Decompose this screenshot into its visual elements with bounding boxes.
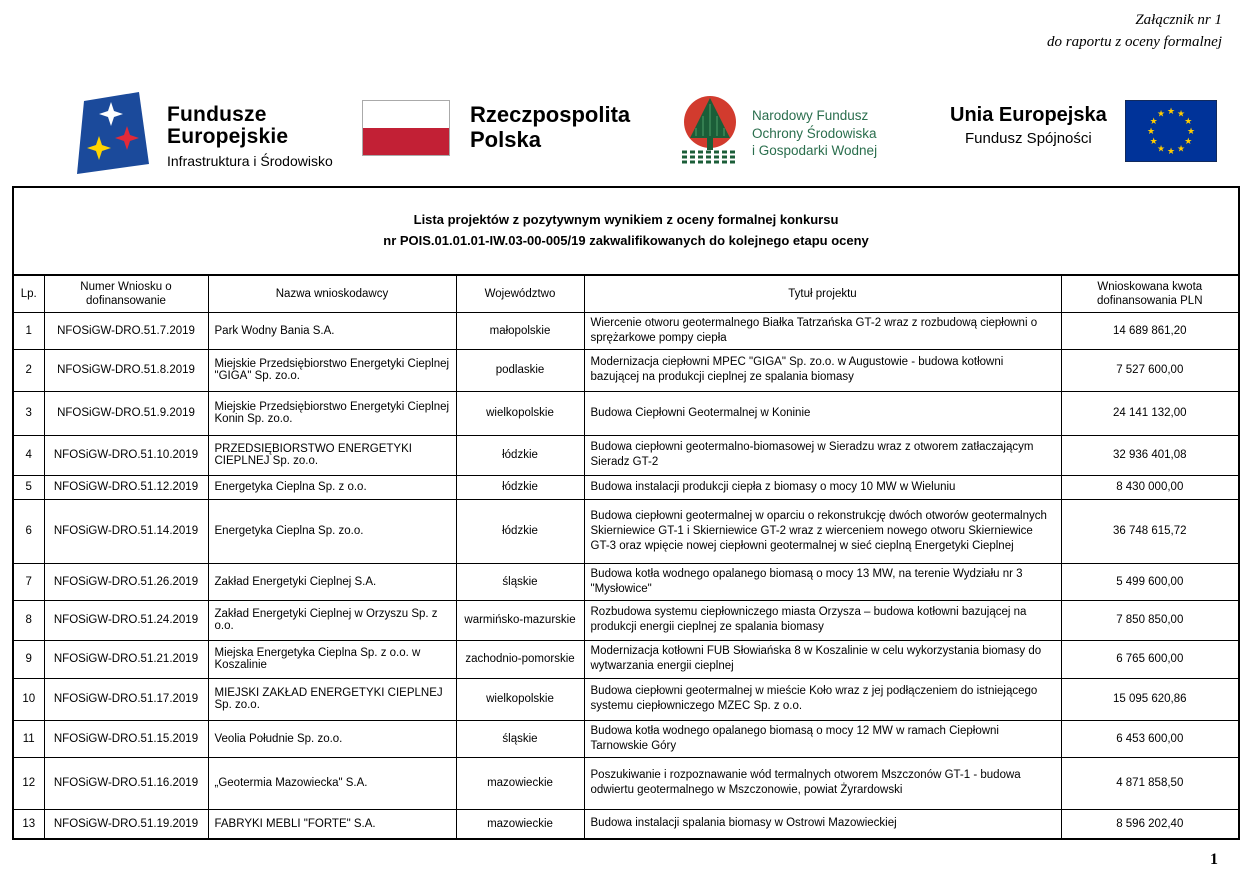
fundusze-europejskie-flag-icon [75, 92, 151, 181]
cell-project-title: Budowa instalacji produkcji ciepła z biomasy o mocy 10 MW w Wieluniu [584, 475, 1061, 499]
svg-text:★: ★ [1186, 127, 1195, 137]
cell-application-number: NFOSiGW-DRO.51.19.2019 [44, 809, 208, 839]
attachment-annotation [1047, 10, 1222, 54]
nfosigw-text [752, 107, 877, 160]
cell-lp: 1 [13, 313, 44, 350]
cell-voivodeship: małopolskie [456, 313, 584, 350]
nfosigw-emblem-icon [678, 94, 742, 173]
table-title-row [13, 187, 1239, 275]
cell-applicant-name: Energetyka Cieplna Sp. zo.o. [208, 499, 456, 563]
svg-text:★: ★ [1183, 117, 1193, 127]
cell-project-title: Modernizacja ciepłowni MPEC "GIGA" Sp. zo.o. w Augustowie - budowa kotłowni bazującej na produkcji cieplnej ze spalania biomasy [584, 349, 1061, 391]
ue-title: Unia Europejska [950, 104, 1107, 126]
table-row [13, 809, 1239, 839]
table-row [13, 499, 1239, 563]
table-row [13, 391, 1239, 435]
cell-voivodeship: śląskie [456, 720, 584, 757]
rzeczpospolita-polska-logo [362, 100, 630, 156]
svg-text:★: ★ [1146, 127, 1155, 137]
cell-lp: 13 [13, 809, 44, 839]
table-title-line2: nr POIS.01.01.01-IW.03-00-005/19 zakwalifikowanych do kolejnego etapu oceny [383, 233, 869, 248]
cell-application-number: NFOSiGW-DRO.51.12.2019 [44, 475, 208, 499]
fe-title-line1: Fundusze [167, 102, 267, 126]
cell-project-title: Budowa kotła wodnego opalanego biomasą o mocy 12 MW w ramach Ciepłowni Tarnowskie Góry [584, 720, 1061, 757]
cell-application-number: NFOSiGW-DRO.51.24.2019 [44, 600, 208, 640]
page-number: 1 [1210, 851, 1218, 868]
nfosigw-line2: Ochrony Środowiska [752, 125, 877, 141]
cell-application-number: NFOSiGW-DRO.51.21.2019 [44, 640, 208, 678]
attachment-annotation-line1: Załącznik nr 1 [1135, 12, 1222, 28]
cell-requested-amount: 4 871 858,50 [1061, 757, 1239, 809]
cell-applicant-name: „Geotermia Mazowiecka" S.A. [208, 757, 456, 809]
unia-europejska-logo [950, 100, 1217, 167]
cell-voivodeship: wielkopolskie [456, 678, 584, 720]
cell-voivodeship: wielkopolskie [456, 391, 584, 435]
svg-text:★: ★ [1166, 107, 1175, 117]
cell-requested-amount: 6 765 600,00 [1061, 640, 1239, 678]
table-row [13, 640, 1239, 678]
cell-project-title: Modernizacja kotłowni FUB Słowiańska 8 w Koszalinie w celu wykorzystania biomasy do wytwarzania energii cieplnej [584, 640, 1061, 678]
table-title [13, 187, 1239, 275]
cell-requested-amount: 5 499 600,00 [1061, 563, 1239, 600]
cell-voivodeship: łódzkie [456, 499, 584, 563]
header-requested-amount: Wnioskowana kwota dofinansowania PLN [1061, 275, 1239, 313]
cell-project-title: Rozbudowa systemu ciepłowniczego miasta Orzysza – budowa kotłowni bazującej na produkcji energii cieplnej ze spalania biomasy [584, 600, 1061, 640]
header-project-title: Tytuł projektu [584, 275, 1061, 313]
cell-applicant-name: Energetyka Cieplna Sp. z o.o. [208, 475, 456, 499]
header-application-number: Numer Wniosku o dofinansowanie [44, 275, 208, 313]
table-row [13, 720, 1239, 757]
cell-lp: 11 [13, 720, 44, 757]
cell-project-title: Budowa Ciepłowni Geotermalnej w Koninie [584, 391, 1061, 435]
table-row [13, 349, 1239, 391]
cell-lp: 10 [13, 678, 44, 720]
cell-requested-amount: 6 453 600,00 [1061, 720, 1239, 757]
pl-text-line1: Rzeczpospolita [470, 102, 631, 128]
cell-lp: 6 [13, 499, 44, 563]
cell-lp: 7 [13, 563, 44, 600]
table-row [13, 563, 1239, 600]
cell-application-number: NFOSiGW-DRO.51.7.2019 [44, 313, 208, 350]
table-row [13, 435, 1239, 475]
cell-applicant-name: Miejskie Przedsiębiorstwo Energetyki Cieplnej Konin Sp. zo.o. [208, 391, 456, 435]
cell-project-title: Budowa ciepłowni geotermalno-biomasowej w Sieradzu wraz z otworem zatłaczającym Sieradz GT-2 [584, 435, 1061, 475]
nfosigw-line3: i Gospodarki Wodnej [752, 143, 878, 159]
svg-text:★: ★ [1183, 137, 1193, 147]
pl-text-line2: Polska [470, 127, 541, 152]
fundusze-europejskie-text [167, 104, 333, 169]
projects-table [12, 186, 1240, 840]
cell-requested-amount: 7 850 850,00 [1061, 600, 1239, 640]
cell-requested-amount: 24 141 132,00 [1061, 391, 1239, 435]
cell-requested-amount: 8 430 000,00 [1061, 475, 1239, 499]
header-voivodeship: Województwo [456, 275, 584, 313]
cell-applicant-name: FABRYKI MEBLI "FORTE" S.A. [208, 809, 456, 839]
attachment-annotation-line2: do raportu z oceny formalnej [1047, 33, 1222, 50]
cell-requested-amount: 36 748 615,72 [1061, 499, 1239, 563]
rzeczpospolita-polska-text [470, 103, 630, 152]
cell-voivodeship: warmińsko-mazurskie [456, 600, 584, 640]
cell-lp: 5 [13, 475, 44, 499]
cell-lp: 9 [13, 640, 44, 678]
cell-lp: 12 [13, 757, 44, 809]
cell-applicant-name: Park Wodny Bania S.A. [208, 313, 456, 350]
cell-project-title: Budowa ciepłowni geotermalnej w oparciu o rekonstrukcję dwóch otworów geotermalnych Skierniewice GT-1 i Skierniewice GT-2 wraz z wierceniem nowego otworu Skierniewice GT-3 oraz wpięcie nowej ciepłowni geotermalnej w sieć cieplną Energetyki Cieplnej [584, 499, 1061, 563]
svg-text:★: ★ [1156, 109, 1165, 120]
cell-voivodeship: mazowieckie [456, 757, 584, 809]
table-row [13, 475, 1239, 499]
cell-voivodeship: podlaskie [456, 349, 584, 391]
cell-project-title: Poszukiwanie i rozpoznawanie wód termalnych otworem Mszczonów GT-1 - budowa odwiertu geotermalnego w Mszczonowie, powiat Żyrardowski [584, 757, 1061, 809]
table-title-line1: Lista projektów z pozytywnym wynikiem z oceny formalnej konkursu [413, 212, 839, 228]
table-row [13, 678, 1239, 720]
table-row [13, 313, 1239, 350]
table-row [13, 600, 1239, 640]
table-header-row [13, 275, 1239, 313]
cell-voivodeship: łódzkie [456, 475, 584, 499]
cell-project-title: Budowa kotła wodnego opalanego biomasą o mocy 13 MW, na terenie Wydziału nr 3 "Mysłowice" [584, 563, 1061, 600]
svg-text:★: ★ [1176, 109, 1185, 120]
nfosigw-line1: Narodowy Fundusz [752, 108, 869, 124]
cell-application-number: NFOSiGW-DRO.51.10.2019 [44, 435, 208, 475]
cell-application-number: NFOSiGW-DRO.51.17.2019 [44, 678, 208, 720]
cell-lp: 4 [13, 435, 44, 475]
cell-application-number: NFOSiGW-DRO.51.26.2019 [44, 563, 208, 600]
fundusze-europejskie-logo [75, 92, 333, 181]
fe-subtitle: Infrastruktura i Środowisko [167, 153, 333, 170]
cell-project-title: Wiercenie otworu geotermalnego Białka Tatrzańska GT-2 wraz z rozbudową ciepłowni o sprężarkowe pompy ciepła [584, 313, 1061, 350]
fe-title-line2: Europejskie [167, 125, 289, 148]
cell-application-number: NFOSiGW-DRO.51.16.2019 [44, 757, 208, 809]
table-row [13, 757, 1239, 809]
svg-text:★: ★ [1149, 117, 1158, 127]
cell-lp: 2 [13, 349, 44, 391]
unia-europejska-text [950, 104, 1107, 147]
cell-applicant-name: Veolia Południe Sp. zo.o. [208, 720, 456, 757]
cell-lp: 8 [13, 600, 44, 640]
eu-flag-icon [1125, 100, 1217, 167]
cell-application-number: NFOSiGW-DRO.51.8.2019 [44, 349, 208, 391]
cell-voivodeship: mazowieckie [456, 809, 584, 839]
cell-requested-amount: 7 527 600,00 [1061, 349, 1239, 391]
cell-requested-amount: 8 596 202,40 [1061, 809, 1239, 839]
svg-text:★: ★ [1156, 144, 1165, 155]
cell-applicant-name: Miejska Energetyka Cieplna Sp. z o.o. w Koszalinie [208, 640, 456, 678]
cell-application-number: NFOSiGW-DRO.51.9.2019 [44, 391, 208, 435]
cell-lp: 3 [13, 391, 44, 435]
cell-applicant-name: Zakład Energetyki Cieplnej w Orzyszu Sp. z o.o. [208, 600, 456, 640]
svg-text:★: ★ [1166, 147, 1175, 157]
cell-applicant-name: Zakład Energetyki Cieplnej S.A. [208, 563, 456, 600]
svg-text:★: ★ [1176, 144, 1185, 155]
cell-project-title: Budowa ciepłowni geotermalnej w mieście Koło wraz z jej podłączeniem do istniejącego systemu ciepłowniczego MZEC Sp. z o.o. [584, 678, 1061, 720]
cell-project-title: Budowa instalacji spalania biomasy w Ostrowi Mazowieckiej [584, 809, 1061, 839]
header-applicant-name: Nazwa wnioskodawcy [208, 275, 456, 313]
cell-application-number: NFOSiGW-DRO.51.14.2019 [44, 499, 208, 563]
svg-text:★: ★ [1149, 137, 1158, 147]
nfosigw-logo [678, 94, 877, 173]
header-lp: Lp. [13, 275, 44, 313]
ue-subtitle: Fundusz Spójności [964, 130, 1092, 147]
cell-application-number: NFOSiGW-DRO.51.15.2019 [44, 720, 208, 757]
cell-requested-amount: 32 936 401,08 [1061, 435, 1239, 475]
polish-flag-icon [362, 100, 450, 156]
cell-requested-amount: 14 689 861,20 [1061, 313, 1239, 350]
cell-voivodeship: zachodnio-pomorskie [456, 640, 584, 678]
cell-applicant-name: PRZEDSIĘBIORSTWO ENERGETYKI CIEPLNEJ Sp. zo.o. [208, 435, 456, 475]
cell-voivodeship: łódzkie [456, 435, 584, 475]
cell-applicant-name: Miejskie Przedsiębiorstwo Energetyki Cieplnej "GIGA" Sp. zo.o. [208, 349, 456, 391]
cell-voivodeship: śląskie [456, 563, 584, 600]
cell-applicant-name: MIEJSKI ZAKŁAD ENERGETYKI CIEPLNEJ Sp. zo.o. [208, 678, 456, 720]
cell-requested-amount: 15 095 620,86 [1061, 678, 1239, 720]
